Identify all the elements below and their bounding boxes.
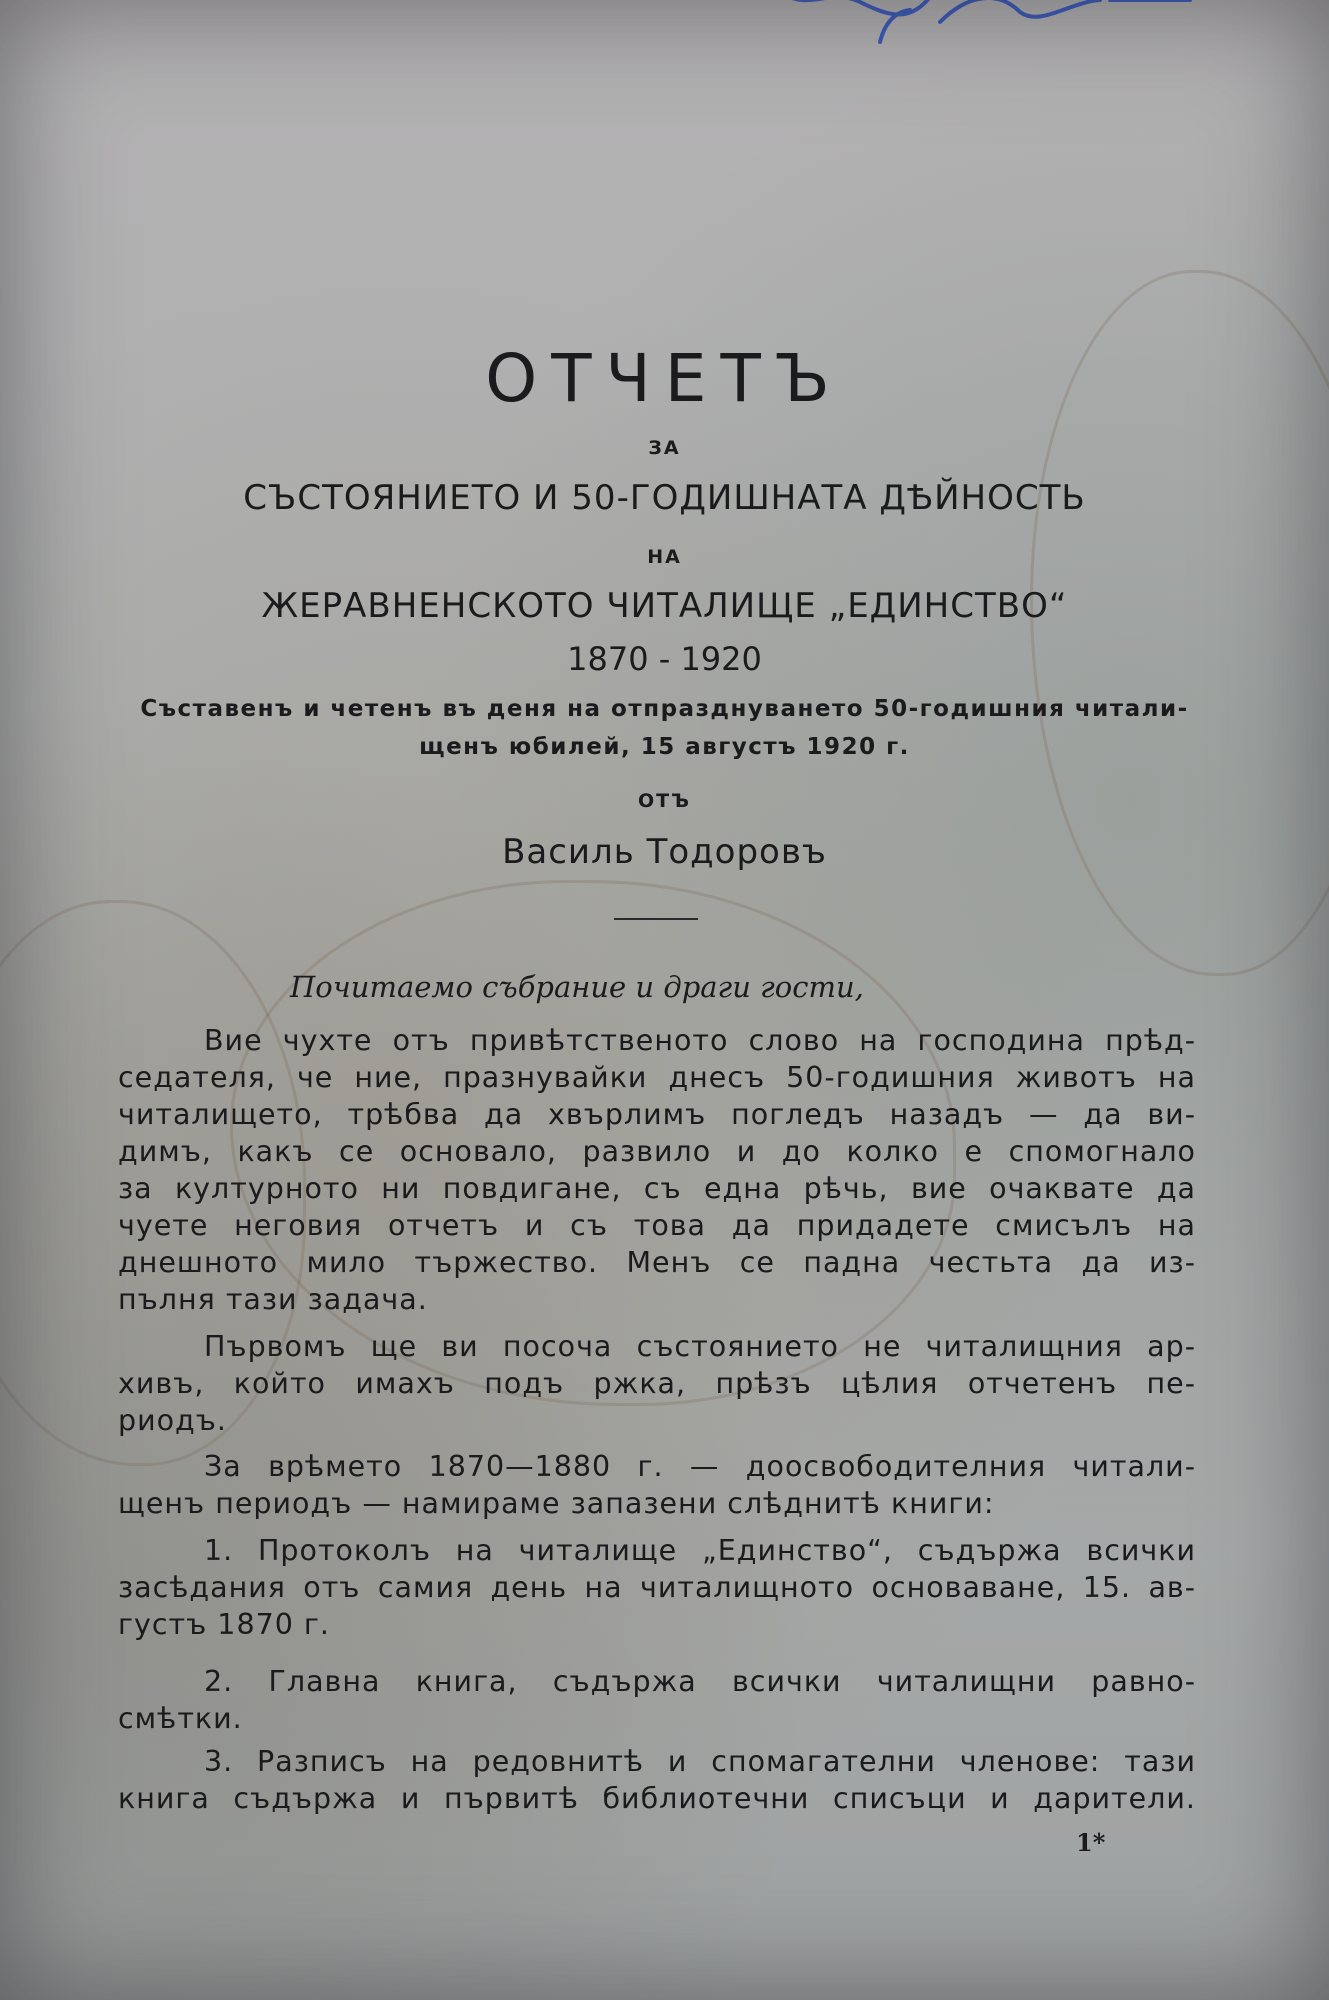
body-line: читалището, трѣбва да хвърлимъ погледъ назадъ — да ви- (118, 1098, 1196, 1131)
body-line: 3. Разписъ на редовнитѣ и спомагателни членове: тази (204, 1745, 1196, 1778)
body-line: риодъ. (118, 1404, 227, 1437)
body-line: хивъ, който имахъ подъ ржка, прѣзъ цѣлия отчетенъ пе- (118, 1367, 1196, 1400)
word-na: НА (647, 546, 682, 568)
body-line: книга съдържа и първитѣ библиотечни списъци и дарители. (118, 1782, 1196, 1815)
body-line: за културното ни повдигане, съ една рѣчь, вие очаквате да (118, 1172, 1196, 1205)
years: 1870 - 1920 (567, 640, 762, 678)
body-line: димъ, какъ се основало, развило и до колко е спомогнало (118, 1135, 1196, 1168)
document-title: ОТЧЕТЪ (485, 340, 844, 417)
salutation: Почитаемо събрание и драги гости, (290, 970, 864, 1004)
body-line: Вие чухте отъ привѣтственото слово на господина прѣд- (204, 1024, 1196, 1057)
body-line: днешното мило тържество. Менъ се падна честьта да из- (118, 1246, 1196, 1279)
body-line: смѣтки. (118, 1702, 243, 1735)
heading-line-1: СЪСТОЯНИЕТО И 50-ГОДИШНАТА ДѢЙНОСТЬ (243, 478, 1086, 518)
page-number: 1* (1076, 1828, 1106, 1857)
body-line: 2. Главна книга, съдържа всички читалищни равно- (204, 1665, 1196, 1698)
compiled-line-2: щенъ юбилей, 15 августъ 1920 г. (419, 734, 910, 760)
heading-line-2: ЖЕРАВНЕНСКОТО ЧИТАЛИЩЕ „ЕДИНСТВО“ (261, 586, 1068, 626)
word-za: ЗА (648, 437, 681, 459)
body-line: За врѣмето 1870—1880 г. — доосвободителния читали- (204, 1450, 1196, 1483)
body-line: седателя, че ние, празнувайки днесъ 50-годишния животъ на (118, 1061, 1196, 1094)
author-name: Василь Тодоровъ (502, 832, 827, 872)
handwritten-inscription-icon (770, 0, 1210, 62)
body-line: щенъ периодъ — намираме запазени слѣднитѣ книги: (118, 1487, 995, 1520)
body-line: засѣдания отъ самия день на читалищното основаване, 15. ав- (118, 1571, 1196, 1604)
body-line: пълня тази задача. (118, 1283, 428, 1316)
body-line: чуете неговия отчетъ и съ това да придадете смисълъ на (118, 1209, 1196, 1242)
divider (614, 918, 698, 920)
compiled-line-1: Съставенъ и четенъ въ деня на отпразднуването 50-годишния читали- (140, 696, 1189, 722)
body-line: густъ 1870 г. (118, 1608, 330, 1641)
body-line: 1. Протоколъ на читалище „Единство“, съдържа всички (204, 1534, 1196, 1567)
word-ot: ОТЪ (638, 790, 691, 812)
body-line: Първомъ ще ви посоча състоянието не читалищния ар- (204, 1330, 1196, 1363)
